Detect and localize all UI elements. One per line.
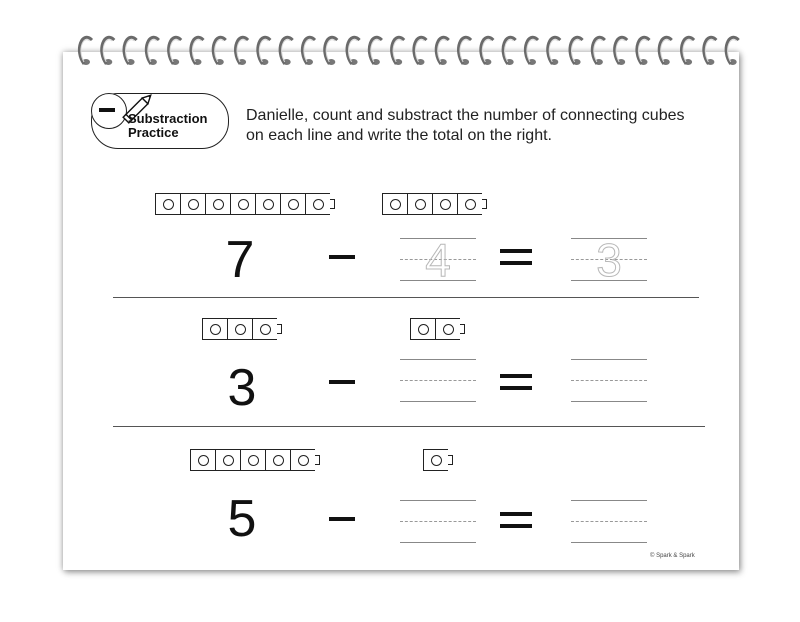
connecting-cube xyxy=(280,193,305,215)
spiral-ring xyxy=(615,37,628,65)
cube-train-row1-second xyxy=(382,193,487,215)
row3-second-number-box[interactable] xyxy=(400,500,476,542)
copyright-notice: © Spark & Spark xyxy=(650,553,695,559)
connecting-cube xyxy=(432,193,457,215)
guide-line-dashed xyxy=(571,380,647,381)
cube-connector-tab xyxy=(315,455,320,465)
spiral-ring xyxy=(191,37,204,65)
spiral-ring xyxy=(726,37,739,65)
guide-line-bottom xyxy=(400,542,476,543)
guide-line-dashed xyxy=(400,521,476,522)
cube-connector-tab xyxy=(482,199,487,209)
minus-icon-bar xyxy=(99,108,115,112)
spiral-ring xyxy=(392,37,405,65)
row-divider xyxy=(113,426,705,427)
spiral-ring xyxy=(325,37,338,65)
connecting-cube xyxy=(407,193,432,215)
spiral-ring xyxy=(302,37,315,65)
spiral-ring xyxy=(169,37,182,65)
connecting-cube xyxy=(240,449,265,471)
spiral-ring xyxy=(414,37,427,65)
spiral-binding xyxy=(0,0,800,80)
spiral-ring xyxy=(213,37,226,65)
connecting-cube xyxy=(205,193,230,215)
spiral-ring xyxy=(525,37,538,65)
spiral-ring xyxy=(570,37,583,65)
spiral-ring xyxy=(481,37,494,65)
row1-second-number-box[interactable] xyxy=(400,234,476,286)
spiral-ring xyxy=(236,37,249,65)
row2-first-number: 3 xyxy=(227,359,257,417)
row3-answer-box[interactable] xyxy=(571,500,647,542)
guide-line-bottom xyxy=(571,542,647,543)
row3-first-number: 5 xyxy=(227,490,257,548)
guide-line-top xyxy=(571,359,647,360)
row1-first-number: 7 xyxy=(225,231,255,289)
connecting-cube xyxy=(190,449,215,471)
spiral-ring xyxy=(592,37,605,65)
connecting-cube xyxy=(265,449,290,471)
spiral-ring xyxy=(102,37,115,65)
cube-train-row2-second xyxy=(410,318,465,340)
connecting-cube xyxy=(410,318,435,340)
cube-train-row3-first xyxy=(190,449,320,471)
spiral-ring xyxy=(280,37,293,65)
connecting-cube xyxy=(423,449,448,471)
spiral-ring xyxy=(704,37,717,65)
instructions-text: Danielle, count and substract the number of connecting cubes on each line and write the total on the right. xyxy=(246,107,685,144)
spiral-ring xyxy=(503,37,516,65)
connecting-cube xyxy=(252,318,277,340)
guide-line-bottom xyxy=(571,401,647,402)
spiral-ring xyxy=(124,37,137,65)
connecting-cube xyxy=(290,449,315,471)
row1-traced-second: 4 xyxy=(425,234,451,286)
connecting-cube xyxy=(202,318,227,340)
connecting-cube xyxy=(255,193,280,215)
badge-title: Substraction Practice xyxy=(128,111,208,140)
connecting-cube xyxy=(382,193,407,215)
connecting-cube xyxy=(305,193,330,215)
spiral-ring xyxy=(347,37,360,65)
connecting-cube xyxy=(215,449,240,471)
cube-train-row2-first xyxy=(202,318,282,340)
spiral-ring xyxy=(459,37,472,65)
cube-connector-tab xyxy=(448,455,453,465)
spiral-ring xyxy=(659,37,672,65)
spiral-ring xyxy=(258,37,271,65)
connecting-cube xyxy=(155,193,180,215)
connecting-cube xyxy=(180,193,205,215)
row1-minus-sign xyxy=(329,255,355,259)
row2-minus-sign xyxy=(329,380,355,384)
guide-line-top xyxy=(400,359,476,360)
spiral-ring xyxy=(79,37,92,65)
cube-train-row1-first xyxy=(155,193,335,215)
row1-answer-box[interactable] xyxy=(571,234,647,286)
row1-equals-sign xyxy=(500,249,532,273)
cube-connector-tab xyxy=(330,199,335,209)
guide-line-bottom xyxy=(400,401,476,402)
row2-second-number-box[interactable] xyxy=(400,359,476,401)
cube-connector-tab xyxy=(460,324,465,334)
row3-equals-sign xyxy=(500,512,532,536)
connecting-cube xyxy=(457,193,482,215)
row2-answer-box[interactable] xyxy=(571,359,647,401)
connecting-cube xyxy=(230,193,255,215)
guide-line-dashed xyxy=(400,380,476,381)
spiral-ring xyxy=(637,37,650,65)
spiral-ring xyxy=(436,37,449,65)
cube-connector-tab xyxy=(277,324,282,334)
guide-line-top xyxy=(571,500,647,501)
spiral-ring xyxy=(369,37,382,65)
row3-minus-sign xyxy=(329,517,355,521)
spiral-ring xyxy=(548,37,561,65)
spiral-ring xyxy=(682,37,695,65)
row-divider xyxy=(113,297,699,298)
guide-line-top xyxy=(400,500,476,501)
row1-traced-answer: 3 xyxy=(596,234,622,286)
connecting-cube xyxy=(227,318,252,340)
guide-line-dashed xyxy=(571,521,647,522)
connecting-cube xyxy=(435,318,460,340)
spiral-ring xyxy=(146,37,159,65)
row2-equals-sign xyxy=(500,374,532,398)
cube-train-row3-second xyxy=(423,449,453,471)
